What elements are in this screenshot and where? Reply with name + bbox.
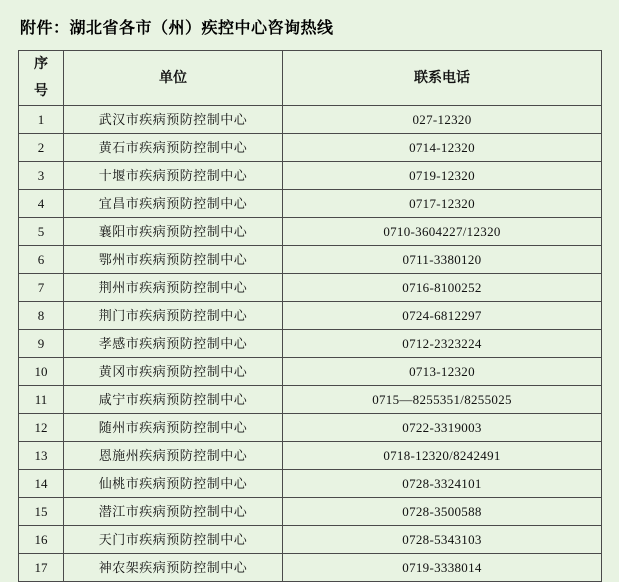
table-row: [19, 134, 602, 162]
cell-index: 10: [19, 358, 64, 386]
table-row: [19, 190, 602, 218]
cell-phone: 0717-12320: [283, 190, 602, 218]
cell-phone: 0724-6812297: [283, 302, 602, 330]
cell-phone: 0713-12320: [283, 358, 602, 386]
cell-unit: 仙桃市疾病预防控制中心: [64, 470, 283, 498]
cell-unit: 潜江市疾病预防控制中心: [64, 498, 283, 526]
table-row: [19, 106, 602, 134]
column-header-index-line1: 序: [34, 57, 48, 73]
table-row: [19, 162, 602, 190]
cdc-hotline-table: [18, 50, 602, 582]
cell-index: 9: [19, 330, 64, 358]
table-row: [19, 246, 602, 274]
cell-phone: 0728-5343103: [283, 526, 602, 554]
cell-index: 6: [19, 246, 64, 274]
cell-phone: 027-12320: [283, 106, 602, 134]
column-header-phone: 联系电话: [283, 51, 602, 106]
column-header-index: [19, 51, 64, 106]
cell-phone: 0719-12320: [283, 162, 602, 190]
cell-phone: 0715—8255351/8255025: [283, 386, 602, 414]
cell-index: 5: [19, 218, 64, 246]
cell-index: 8: [19, 302, 64, 330]
table-row: [19, 330, 602, 358]
cell-phone: 0719-3338014: [283, 554, 602, 582]
table-header-row: [19, 51, 602, 106]
cell-unit: 鄂州市疾病预防控制中心: [64, 246, 283, 274]
table-row: [19, 526, 602, 554]
cell-index: 4: [19, 190, 64, 218]
table-row: [19, 302, 602, 330]
table-row: [19, 218, 602, 246]
cell-phone: 0722-3319003: [283, 414, 602, 442]
cell-index: 13: [19, 442, 64, 470]
table-row: [19, 442, 602, 470]
cell-index: 11: [19, 386, 64, 414]
cell-phone: 0728-3500588: [283, 498, 602, 526]
cell-phone: 0716-8100252: [283, 274, 602, 302]
cell-unit: 黄冈市疾病预防控制中心: [64, 358, 283, 386]
column-header-index-line2: 号: [34, 84, 48, 100]
cell-index: 16: [19, 526, 64, 554]
cell-unit: 孝感市疾病预防控制中心: [64, 330, 283, 358]
cell-unit: 神农架疾病预防控制中心: [64, 554, 283, 582]
cell-phone: 0718-12320/8242491: [283, 442, 602, 470]
cell-index: 17: [19, 554, 64, 582]
cell-index: 7: [19, 274, 64, 302]
cell-unit: 恩施州疾病预防控制中心: [64, 442, 283, 470]
cell-index: 3: [19, 162, 64, 190]
cell-unit: 襄阳市疾病预防控制中心: [64, 218, 283, 246]
cell-phone: 0728-3324101: [283, 470, 602, 498]
cell-phone: 0712-2323224: [283, 330, 602, 358]
page-title: 附件：湖北省各市（州）疾控中心咨询热线: [20, 20, 334, 37]
cell-unit: 黄石市疾病预防控制中心: [64, 134, 283, 162]
cell-index: 14: [19, 470, 64, 498]
cell-index: 2: [19, 134, 64, 162]
cell-phone: 0714-12320: [283, 134, 602, 162]
cell-unit: 随州市疾病预防控制中心: [64, 414, 283, 442]
cell-unit: 武汉市疾病预防控制中心: [64, 106, 283, 134]
cell-phone: 0711-3380120: [283, 246, 602, 274]
cell-index: 1: [19, 106, 64, 134]
table-row: [19, 386, 602, 414]
cell-unit: 十堰市疾病预防控制中心: [64, 162, 283, 190]
table-row: [19, 554, 602, 582]
table-row: [19, 414, 602, 442]
cell-unit: 荆门市疾病预防控制中心: [64, 302, 283, 330]
cell-index: 15: [19, 498, 64, 526]
cell-unit: 咸宁市疾病预防控制中心: [64, 386, 283, 414]
cell-phone: 0710-3604227/12320: [283, 218, 602, 246]
table-row: [19, 498, 602, 526]
table-body: [19, 106, 602, 582]
cell-unit: 天门市疾病预防控制中心: [64, 526, 283, 554]
table-row: [19, 358, 602, 386]
cell-unit: 荆州市疾病预防控制中心: [64, 274, 283, 302]
cell-unit: 宜昌市疾病预防控制中心: [64, 190, 283, 218]
column-header-unit: 单位: [64, 51, 283, 106]
table-row: [19, 470, 602, 498]
table-row: [19, 274, 602, 302]
table-header: [19, 51, 602, 106]
cell-index: 12: [19, 414, 64, 442]
